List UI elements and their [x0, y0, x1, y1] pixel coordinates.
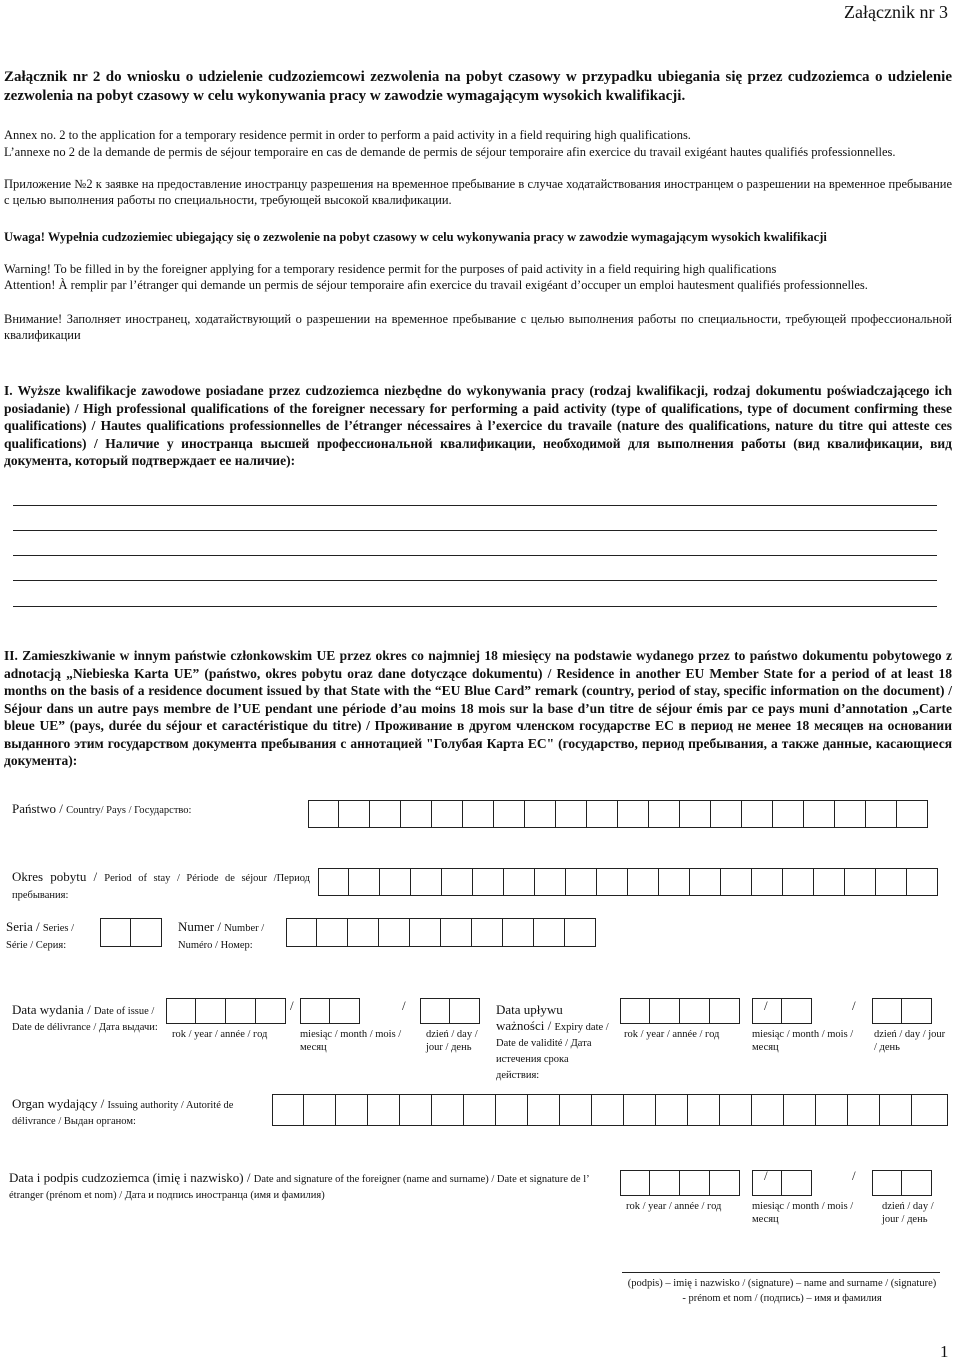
section-1-answer-line[interactable]	[13, 606, 937, 607]
period-label-sub: Period of stay / Période de séjour /Период пребывания:	[12, 873, 310, 901]
series-label	[6, 918, 98, 952]
signature-date-month-caption: miesiąc / month / mois / месяц	[752, 1201, 854, 1225]
authority-label-main: Organ wydający /	[12, 1096, 108, 1111]
signature-date-day-caption: dzień / day / jour / день	[882, 1201, 934, 1225]
expiry-date-slash: /	[764, 998, 768, 1013]
expiry-date-year-caption: rok / year / année / год	[624, 1029, 720, 1040]
number-input[interactable]	[286, 918, 596, 947]
period-label-main: Okres pobytu /	[12, 869, 105, 884]
authority-input[interactable]	[272, 1094, 948, 1126]
number-label-main: Numer /	[178, 919, 225, 934]
signature-date-month-input[interactable]	[752, 1170, 812, 1196]
expiry-date-label-main: Data upływu ważności /	[496, 1002, 563, 1033]
section-2-heading: II. Zamieszkiwanie w innym państwie członkowskim UE przez okres co najmniej 18 miesięcy na podstawie wydanego przez to państwo dokumentu pobytowego z adnotacją „Niebieska Karta UE” (państwo, okres pobytu oraz dane dotyczące dokumentu) / Residence in another EU Member State for a period of at least 18 months on the basis of a residence document issued by that State with the “EU Blue Card” remark (country, period of stay, specific information on the document) / Séjour dans un autre pays membre de l’UE pendant une période d’au moins 18 mois sur la base d’un titre de séjour émis par ce pays muni d’annotation „Carte bleue UE” (pays, durée du séjour et caractéristique du titre) / Проживание в другом членском государстве ЕС в период не менее 18 месяцев на основании выданного этим государством документа пребывания с аннотацией "Голубая Карта ЕС" (государство, период пребывания, а также данные, касающиеся документа):	[4, 648, 952, 768]
authority-label	[12, 1096, 274, 1128]
issue-date-month-caption: miesiąc / month / mois / месяц	[300, 1029, 402, 1053]
issue-date-month-input[interactable]	[300, 998, 360, 1024]
signature-line[interactable]	[622, 1272, 940, 1273]
issue-date-year-input[interactable]	[166, 998, 286, 1024]
section-1-answer-line[interactable]	[13, 555, 937, 556]
series-label-sub: Series / Série / Серия:	[6, 923, 75, 951]
warning-russian: Внимание! Заполняет иностранец, ходатайствующий о разрешении на временное пребывание с целью выполнения работы по специальности, требующей профессиональной квалификации	[4, 312, 952, 342]
title-polish: Załącznik nr 2 do wniosku o udzielenie cudzoziemcowi zezwolenia na pobyt czasowy w przypadku ubiegania się przez cudzoziemca o udzielenie zezwolenia na pobyt czasowy w celu wykonywania pracy w zawodzie wymagającym wysokich kwalifikacji.	[4, 69, 952, 104]
title-french: L’annexe no 2 de la demande de permis de séjour temporaire en cas de demande de permis de séjour temporaire afin exercice du travail exigéant hautes qualifiés professionnelles.	[4, 145, 896, 159]
expiry-date-label-sub: Expiry date / Date de validité / Дата истечения срока действия:	[496, 1022, 609, 1081]
series-input[interactable]	[100, 918, 162, 947]
warning-polish: Uwaga! Wypełnia cudzoziemiec ubiegający się o zezwolenie na pobyt czasowy w celu wykonywania pracy w zawodzie wymagającym wysokich kwalifikacji	[4, 230, 827, 244]
signature-date-day-input[interactable]	[872, 1170, 932, 1196]
expiry-date-month-caption: miesiąc / month / mois / месяц	[752, 1029, 854, 1053]
expiry-date-year-input[interactable]	[620, 998, 740, 1024]
issue-date-slash: /	[290, 998, 294, 1013]
issue-date-day-caption: dzień / day / jour / день	[426, 1029, 478, 1053]
section-1-answer-line[interactable]	[13, 505, 937, 506]
signature-date-year-input[interactable]	[620, 1170, 740, 1196]
country-label	[12, 800, 302, 818]
expiry-date-month-input[interactable]	[752, 998, 812, 1024]
signature-date-label	[9, 1170, 609, 1202]
signature-date-slash: /	[764, 1168, 768, 1183]
issue-date-day-input[interactable]	[420, 998, 480, 1024]
issue-date-year-caption: rok / year / année / год	[172, 1029, 268, 1040]
signature-date-year-caption: rok / year / année / год	[626, 1201, 722, 1212]
country-input[interactable]	[308, 800, 948, 828]
page-number: 1	[940, 1342, 949, 1361]
period-label	[12, 868, 310, 902]
signature-date-label-sub: Date and signature of the foreigner (name and surname) / Date et signature de l’ étranger (prénom et nom) / Дата и подпись иностранца (имя и фамилия)	[9, 1174, 589, 1201]
period-input[interactable]	[318, 868, 948, 896]
expiry-date-slash: /	[852, 998, 856, 1013]
section-1-answer-line[interactable]	[13, 530, 937, 531]
issue-date-label	[12, 1002, 162, 1034]
issue-date-label-main: Data wydania /	[12, 1002, 94, 1017]
section-1-answer-line[interactable]	[13, 580, 937, 581]
number-label-sub: Number / Numéro / Номер:	[178, 923, 265, 951]
annex-reference: Załącznik nr 3	[844, 2, 948, 22]
title-english: Annex no. 2 to the application for a temporary residence permit in order to perform a paid activity in a field requiring high qualifications.	[4, 128, 691, 142]
signature-date-slash: /	[852, 1168, 856, 1183]
issue-date-label-sub: Date of issue / Date de délivrance / Дата выдачи:	[12, 1006, 158, 1033]
expiry-date-day-caption: dzień / day / jour / день	[874, 1029, 946, 1053]
expiry-date-label	[496, 1002, 614, 1082]
title-russian: Приложение №2 к заявке на предоставление иностранцу разрешения на временное пребывание в случае ходатайствования иностранцем о разрешении на временное пребывание с целью выполнения работы по специальности, требующей высокой квалификации.	[4, 177, 952, 207]
expiry-date-day-input[interactable]	[872, 998, 932, 1024]
signature-caption: (podpis) – imię i nazwisko / (signature) – name and surname / (signature) - prénom et nom / (подпись) – имя и фамилия	[627, 1278, 937, 1304]
warning-english: Warning! To be filled in by the foreigner applying for a temporary residence permit for the purposes of paid activity in a field requiring high qualifications	[4, 262, 777, 276]
authority-label-sub: Issuing authority / Autorité de délivrance / Выдан органом:	[12, 1100, 234, 1127]
series-label-main: Seria /	[6, 919, 43, 934]
warning-french: Attention! À remplir par l’étranger qui demande un permis de séjour temporaire afin exercice du travail exigéant d’occuper un emploi hautesment qualifiés professionnelles.	[4, 278, 868, 292]
signature-date-label-main: Data i podpis cudzoziemca (imię i nazwisko) /	[9, 1170, 254, 1185]
section-1-heading: I. Wyższe kwalifikacje zawodowe posiadane przez cudzoziemca niezbędne do wykonywania pracy (rodzaj kwalifikacji, rodzaj dokumentu poświadczającego ich posiadanie) / High professional qualifications of the foreigner necessary for performing a paid activity (type of qualifications, type of document confirming these qualifications) / Hautes qualifications professionnelles de l’étranger nécessaires à l’exercice du travaile (nature des qualifications, nature du titre qui atteste ces qualifications) / Наличие у иностранца высшей профессиональной квалификации, необходимой для выполнения работы (вид квалификации, вид документа, который подтверждает ее наличие):	[4, 383, 952, 468]
issue-date-slash: /	[402, 998, 406, 1013]
country-label-sub: Country/ Pays / Государство:	[66, 805, 192, 816]
country-label-main: Państwo /	[12, 801, 67, 816]
number-label	[178, 918, 288, 952]
